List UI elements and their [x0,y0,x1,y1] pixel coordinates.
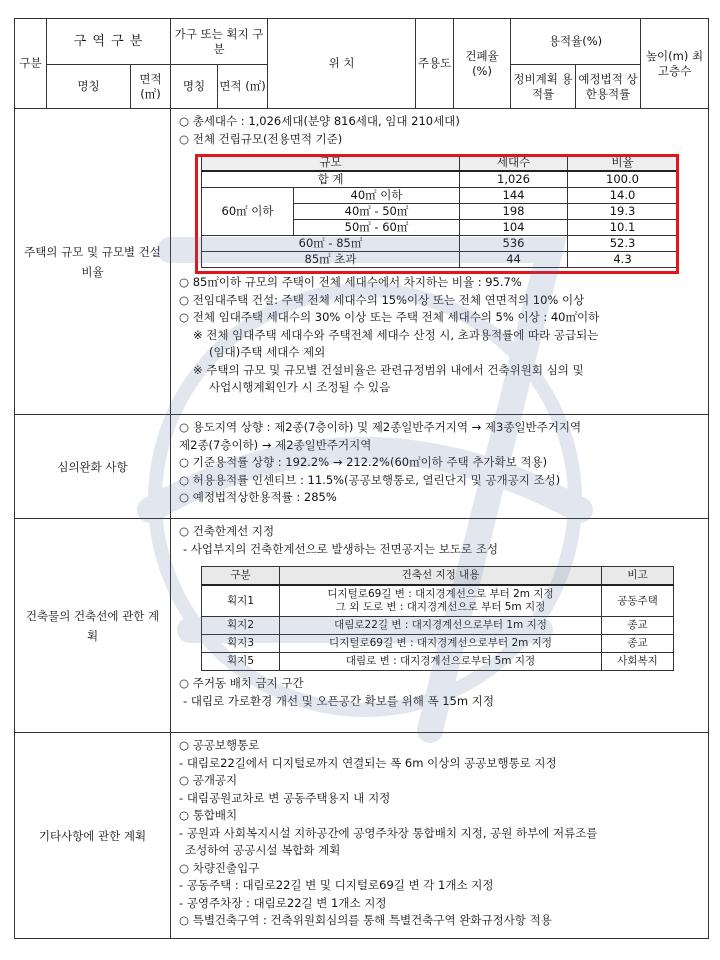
document-page [14,18,708,939]
housing-note: ※ 전체 임대주택 세대수와 주택전체 세대수 산정 시, 초과용적률에 따라 공급되는 [193,327,599,342]
header-far-plan: 정비계획 용적률 [511,65,576,109]
setback-detail-line: 그 외 도로 변 : 대지경계선으로 부터 5m 지정 [335,601,546,613]
relief-line: ○ 용도지역 상향 : 제2종(7층이하) 및 제2종일반주거지역 → 제3종일반주거지역 [179,420,582,434]
relief-line: ○ 기준용적률 상향 : 192.2% → 212.2%(60㎡이하 주택 추가확보 적용) [179,455,548,469]
size-group-label: 60㎡ 이하 [202,188,294,236]
relief-line: ○ 예정법적상한용적률 : 285% [179,490,337,504]
header-name2: 명칭 [171,65,218,109]
setback-content [171,519,709,733]
plan-table [14,18,709,939]
setback-header: 구분 [202,567,280,586]
header-district: 구 역 구 분 [47,19,171,65]
other-line: - 대림공원교차로 변 공동주택용지 내 지정 [179,790,391,805]
header-gubun: 구분 [15,19,47,109]
size-sub-label: 40㎡ 이하 [294,188,460,204]
setback-label: 건축물의 건축선에 관한 계획 [15,519,171,733]
other-line: ○ 공공보행통로 [179,738,260,752]
setback-detail-line: 디지털로69길 변 : 대지경계선으로 부터 2m 지정 [327,588,554,600]
other-line: - 공원과 사회복지시설 지하공간에 공영주차장 통합배치 지정, 공원 하부에 저류조를 [179,825,598,840]
setback-detail-line: 대림로22길 변 : 대지경계선으로부터 1m 지정 [280,617,602,635]
housing-note: 사업시행계획인가 시 조정될 수 있음 [209,380,391,394]
header-bcr: 건폐율 (%) [454,19,511,109]
setback-lot: 획지2 [202,617,280,635]
housing-line: ○ 전체 건립규모(전용면적 기준) [179,131,343,146]
header-location: 위 치 [268,19,416,109]
setback-lot: 획지1 [202,585,280,617]
size-header: 세대수 [460,155,568,172]
relief-content [171,415,709,519]
size-sub-ratio: 10.1 [568,220,678,236]
setback-line: ○ 주거동 배치 금지 구간 [179,676,304,690]
housing-line: ○ 전체 임대주택 세대수의 30% 이상 또는 주택 전체 세대수의 5% 이상 : 40㎡이하 [179,310,600,324]
size-row-ratio: 4.3 [568,252,678,268]
other-line: - 대림로22길에서 디지털로까지 연결되는 폭 6m 이상의 공공보행통로 지정 [179,755,557,770]
size-total-label: 합 계 [202,171,460,188]
setback-note: 사회복지 [602,653,674,671]
housing-content [171,109,709,415]
setback-table [201,566,674,671]
housing-line: ○ 85㎡이하 규모의 주택이 전체 세대수에서 차지하는 비율 : 95.7% [179,275,522,289]
other-line: - 공동주택 : 대림로22길 변 및 디지털로69길 변 각 1개소 지정 [179,878,494,892]
size-row-label: 60㎡ - 85㎡ [202,236,460,252]
size-total-ratio: 100.0 [568,171,678,188]
size-sub-label: 50㎡ - 60㎡ [294,220,460,236]
size-header: 규모 [202,155,460,172]
setback-detail-line: 대림로 변 : 대지경계선으로부터 5m 지정 [280,653,602,671]
size-sub-count: 198 [460,204,568,220]
header-household: 가구 또는 획지 구분 [171,19,268,65]
other-label: 기타사항에 관한 계획 [15,733,171,939]
header-far: 용적율(%) [511,19,641,65]
header-height: 높이(m) 최고층수 [641,19,709,109]
size-sub-ratio: 14.0 [568,188,678,204]
size-table-wrap [195,154,683,268]
other-line: 조성하여 공공시설 복합화 계획 [185,843,341,857]
setback-line: - 대림로 가로환경 개선 및 오픈공간 확보를 위해 폭 15m 지정 [183,693,494,708]
size-sub-count: 144 [460,188,568,204]
size-table [201,154,678,268]
setback-lot: 획지5 [202,653,280,671]
other-line: ○ 차량진출입구 [179,860,260,875]
size-sub-ratio: 19.3 [568,204,678,220]
setback-header: 건축선 지정 내용 [280,567,602,586]
size-total-count: 1,026 [460,171,568,188]
setback-detail [280,585,602,617]
relief-line: 제2종(7층이하) → 제2종일반주거지역 [179,437,372,452]
housing-line: ○ 전임대주택 건설: 주택 전체 세대수의 15%이상 또는 전체 연면적의 10% 이상 [179,292,585,307]
size-sub-label: 40㎡ - 50㎡ [294,204,460,220]
header-area2: 면적 (㎡) [218,65,268,109]
housing-note: ※ 주택의 규모 및 규모별 건설비율은 관련규정범위 내에서 건축위원회 심의 및 [193,362,584,377]
size-row-ratio: 52.3 [568,236,678,252]
housing-line: ○ 총세대수 : 1,026세대(분양 816세대, 임대 210세대) [179,114,460,128]
housing-label: 주택의 규모 및 규모별 건설비율 [15,109,171,415]
relief-label: 심의완화 사항 [15,415,171,519]
other-content [171,733,709,939]
size-row-count: 536 [460,236,568,252]
size-sub-count: 104 [460,220,568,236]
size-row-count: 44 [460,252,568,268]
housing-note: (임대)주택 세대수 제외 [209,345,326,359]
header-use: 주용도 [416,19,454,109]
setback-line: ○ 건축한계선 지정 [179,524,275,538]
size-header: 비율 [568,155,678,172]
setback-detail-line: 디지털로69길 변 : 대지경계선으로부터 2m 지정 [280,635,602,653]
relief-line: ○ 허용용적률 인센티브 : 11.5%(공공보행통로, 열린단지 및 공개공지 조성) [179,472,561,487]
size-row-label: 85㎡ 초과 [202,252,460,268]
other-line: ○ 통합배치 [179,808,238,822]
header-far-legal: 예정법적 상한용적률 [576,65,641,109]
setback-note: 공동주택 [602,585,674,617]
other-line: ○ 공개공지 [179,773,238,787]
header-area: 면적 (㎡) [131,65,171,109]
header-name: 명칭 [47,65,131,109]
other-line: - 공영주차장 : 대림로22길 변 1개소 지정 [179,895,387,910]
other-line: ○ 특별건축구역 : 건축위원회심의를 통해 특별건축구역 완화규정사항 적용 [179,913,552,927]
setback-lot: 획지3 [202,635,280,653]
setback-note: 종교 [602,617,674,635]
setback-line: - 사업부지의 건축한계선으로 발생하는 전면공지는 보도로 조성 [183,541,498,556]
setback-note: 종교 [602,635,674,653]
setback-header: 비고 [602,567,674,586]
